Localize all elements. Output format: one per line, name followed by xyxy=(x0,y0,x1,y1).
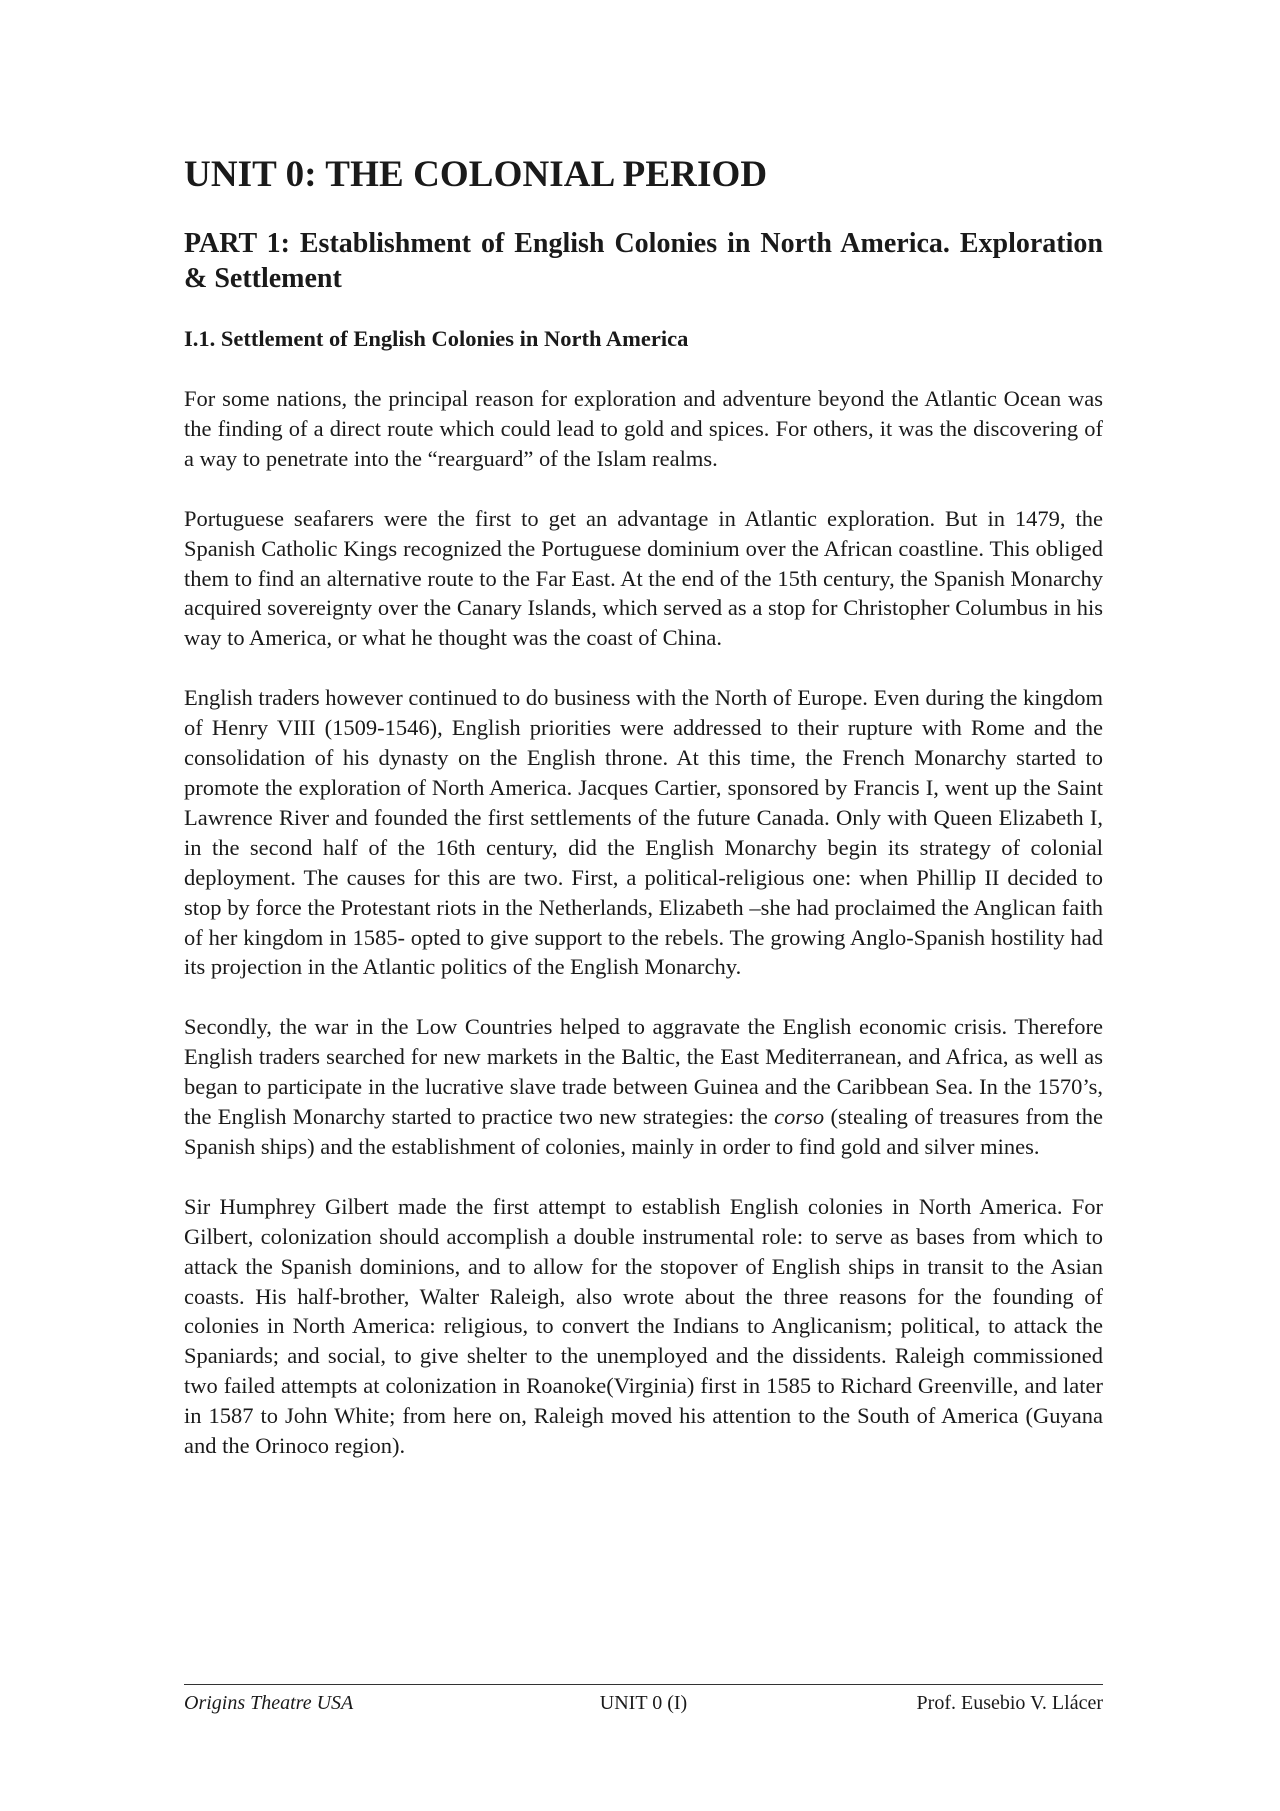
paragraph-5: Sir Humphrey Gilbert made the first attempt to establish English colonies in North America. For Gilbert, colonization should accomplish a double instrumental role: to serve as bases from which to attack the Spanish dominions, and to allow for the stopover of English ships in transit to the Asian coasts. His half-brother, Walter Raleigh, also wrote about the three reasons for the founding of colonies in North America: religious, to convert the Indians to Anglicanism; political, to attack the Spaniards; and social, to give shelter to the unemployed and the dissidents. Raleigh commissioned two failed attempts at colonization in Roanoke(Virginia) first in 1585 to Richard Greenville, and later in 1587 to John White; from here on, Raleigh moved his attention to the South of America (Guyana and the Orinoco region). xyxy=(184,1193,1103,1459)
paragraph-4-text-end: (stealing of treasures from the Spanish ships) and the establishment of colonies, mainly in order to find gold and silver mines. xyxy=(184,1104,1103,1159)
document-page xyxy=(184,0,1103,1811)
paragraph-4-text-start: Secondly, the war in the Low Countries helped to aggravate the English economic crisis. Therefore English traders searched for new markets in the Baltic, the East Mediterranean, and Africa, as well as began to participate in the lucrative slave trade between Guinea and the Caribbean Sea. In the 1570’s, the English Monarchy started to practice two new strategies: the xyxy=(184,1014,1103,1130)
section-title: I.1. Settlement of English Colonies in North America xyxy=(184,326,689,351)
paragraph-4-italic-term: corso xyxy=(774,1104,825,1130)
paragraph-2: Portuguese seafarers were the first to get an advantage in Atlantic exploration. But in 1479, the Spanish Catholic Kings recognized the Portuguese dominium over the African coastline. This obliged them to find an alternative route to the Far East. At the end of the 15th century, the Spanish Monarchy acquired sovereignty over the Canary Islands, which served as a stop for Christopher Columbus in his way to America, or what he thought was the coast of China. xyxy=(184,505,1103,651)
part-title: PART 1: Establishment of English Colonies in North America. Exploration & Settlement xyxy=(184,228,1103,294)
page-footer xyxy=(184,1692,1103,1720)
paragraph-4 xyxy=(184,1012,1103,1162)
paragraph-3: English traders however continued to do business with the North of Europe. Even during the kingdom of Henry VIII (1509-1546), English priorities were addressed to their rupture with Rome and the consolidation of his dynasty on the English throne. At this time, the French Monarchy started to promote the exploration of North America. Jacques Cartier, sponsored by Francis I, went up the Saint Lawrence River and founded the first settlements of the future Canada. Only with Queen Elizabeth I, in the second half of the 16th century, did the English Monarchy begin its strategy of colonial deployment. The causes for this are two. First, a political-religious one: when Phillip II decided to stop by force the Protestant riots in the Netherlands, Elizabeth –she had proclaimed the Anglican faith of her kingdom in 1585- opted to give support to the rebels. The growing Anglo-Spanish hostility had its projection in the Atlantic politics of the English Monarchy. xyxy=(184,685,1103,980)
paragraph-1: For some nations, the principal reason for exploration and adventure beyond the Atlantic Ocean was the finding of a direct route which could lead to gold and spices. For others, it was the discovering of a way to penetrate into the “rearguard” of the Islam realms. xyxy=(184,386,1103,471)
footer-right-text: Prof. Eusebio V. Llácer xyxy=(916,1692,1103,1714)
unit-title: UNIT 0: THE COLONIAL PERIOD xyxy=(184,154,768,195)
footer-center-text: UNIT 0 (I) xyxy=(599,1692,688,1714)
footer-left-text: Origins Theatre USA xyxy=(184,1692,354,1714)
footer-divider xyxy=(184,1684,1103,1685)
body-text xyxy=(184,384,1103,1491)
